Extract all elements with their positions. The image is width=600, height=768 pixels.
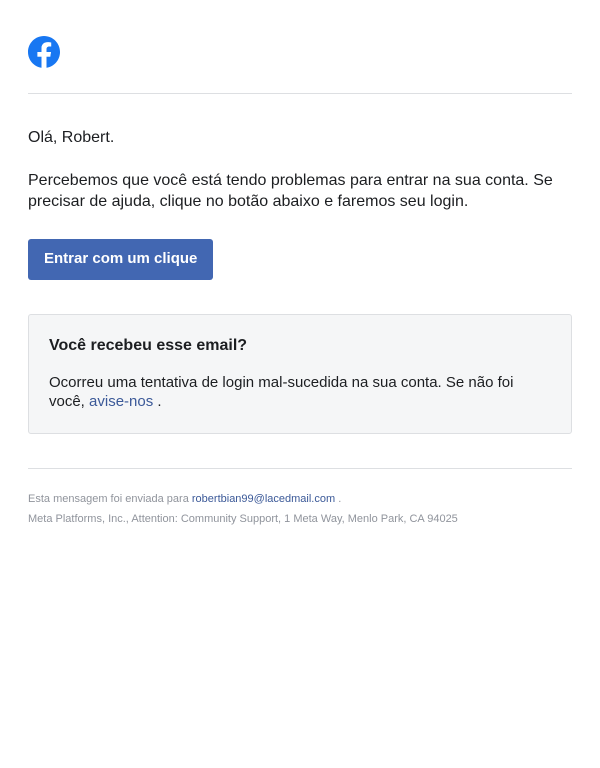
logo-row xyxy=(28,36,572,93)
footer-sent-to-label: Esta mensagem foi enviada para xyxy=(28,493,189,505)
login-one-click-button[interactable]: Entrar com um clique xyxy=(28,239,213,280)
notice-text-before: Ocorreu uma tentativa de login mal-sucedida na sua conta. Se não foi você, xyxy=(49,374,514,410)
greeting-text: Olá, Robert. xyxy=(28,129,115,146)
notice-title: Você recebeu esse email? xyxy=(49,337,248,354)
facebook-logo-icon xyxy=(28,36,572,73)
notice-text-after: . xyxy=(157,393,162,410)
notice-text xyxy=(49,359,551,411)
cta-row xyxy=(28,212,572,280)
notify-us-link[interactable]: avise-nos xyxy=(89,393,154,410)
body-text: Percebemos que você está tendo problemas para entrar na sua conta. Se precisar de ajuda, clique no botão abaixo e faremos seu login. xyxy=(28,172,553,210)
footer-period: . xyxy=(338,493,342,505)
notice-box xyxy=(28,314,572,434)
footer-sent-to-line xyxy=(28,491,572,507)
email-inner xyxy=(28,0,572,527)
footer-address: Meta Platforms, Inc., Attention: Community Support, 1 Meta Way, Menlo Park, CA 94025 xyxy=(28,513,458,525)
recipient-email-link[interactable]: robertbian99@lacedmail.com xyxy=(191,493,336,505)
footer xyxy=(28,469,572,527)
